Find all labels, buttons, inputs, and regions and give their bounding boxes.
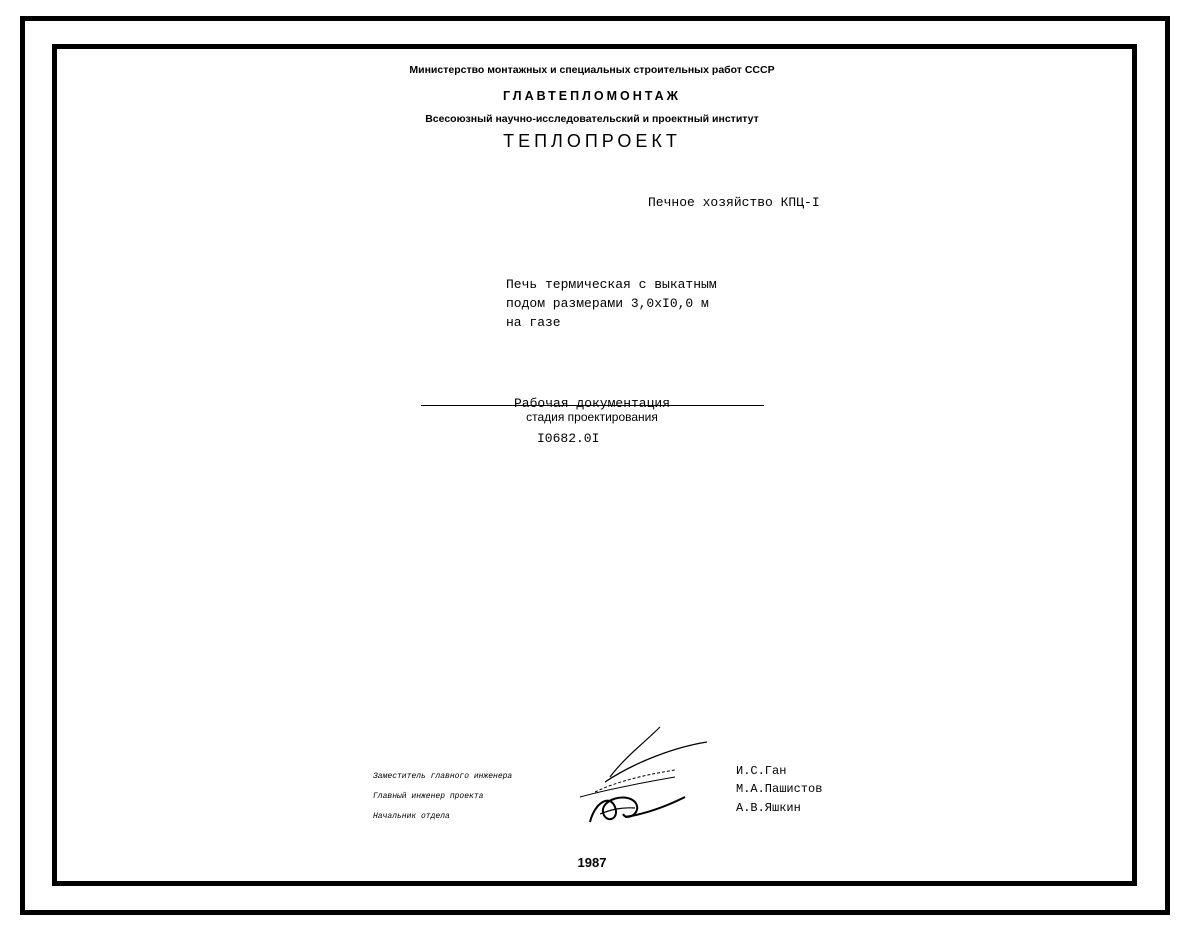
signatory-name: А.В.Яшкин <box>736 801 801 815</box>
documentation-type: Рабочая документация <box>513 396 671 411</box>
ministry-name: Министерство монтажных и специальных строительных работ СССР <box>409 64 775 76</box>
underline-divider <box>421 405 764 406</box>
year: 1987 <box>577 855 607 870</box>
institute-full-name: Всесоюзный научно-исследовательский и проектный институт <box>425 113 759 125</box>
institute-name: ТЕПЛОПРОЕКТ <box>503 131 681 151</box>
signatory-name: М.А.Пашистов <box>736 782 823 796</box>
signatory-role: Начальник отдела <box>373 812 450 821</box>
facility-name: Печное хозяйство КПЦ-I <box>648 195 820 210</box>
handwritten-signatures <box>565 722 715 832</box>
signatory-role: Заместитель главного инженера <box>373 772 513 781</box>
organization-name: ГЛАВТЕПЛОМОНТАЖ <box>503 89 681 103</box>
design-stage: стадия проектирования <box>526 410 658 424</box>
document-code: I0682.0I <box>537 431 600 446</box>
document-title-line: Печь термическая с выкатным <box>506 277 717 292</box>
signatory-name: И.С.Ган <box>736 764 787 778</box>
document-title-line: подом размерами 3,0хI0,0 м <box>506 296 709 311</box>
document-title-line: на газе <box>506 315 561 330</box>
signatory-role: Главный инженер проекта <box>373 792 484 801</box>
